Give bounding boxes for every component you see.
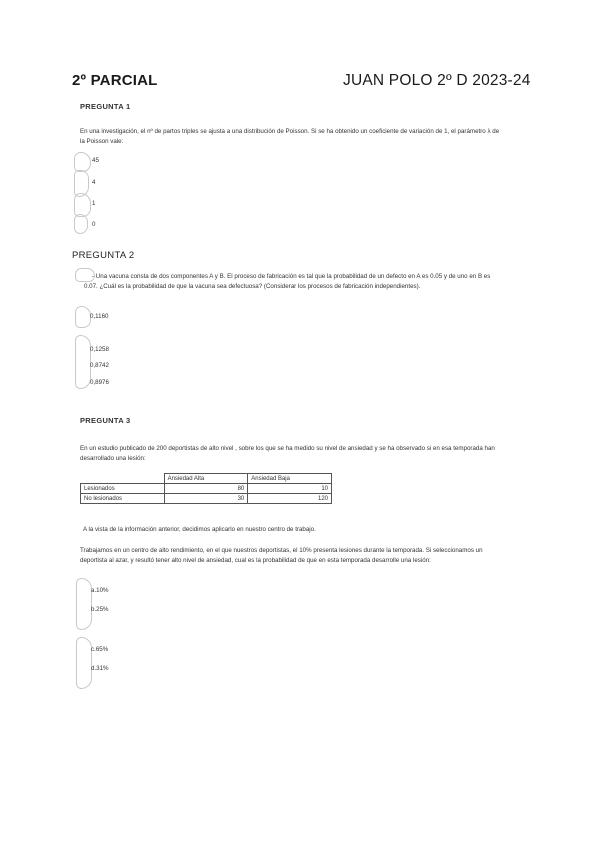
contingency-table (80, 473, 332, 504)
question-2-heading: PREGUNTA 2 (72, 250, 135, 261)
table-row (81, 484, 332, 494)
question-1-heading: PREGUNTA 1 (80, 102, 131, 111)
question-3-option[interactable]: d.31% (91, 665, 109, 672)
question-1-text-line1: En una investigación, el nº de partos triples se ajusta a una distribución de Poisson. Si se ha obtenido un coeficiente de variación de 1, el parámetro λ de (80, 128, 500, 135)
document-author: JUAN POLO 2º D 2023-24 (343, 72, 531, 89)
question-3-heading: PREGUNTA 3 (80, 416, 131, 425)
question-1-option[interactable]: 1 (92, 200, 96, 207)
table-cell: Lesionados (81, 484, 165, 494)
question-2-text-line1: - Una vacuna consta de dos componentes A y B. El proceso de fabricación es tal que la probabilidad de un defecto en A es 0.05 y de uno en B es (92, 273, 491, 280)
document-title: 2º PARCIAL (72, 72, 158, 89)
table-header-row (81, 474, 332, 484)
option-bubble[interactable] (74, 152, 91, 172)
question-1-option[interactable]: 45 (92, 157, 99, 164)
question-2-option[interactable]: 0,8976 (90, 379, 109, 386)
question-3-question-line2: deportista al azar, y resultó tener alto nivel de ansiedad, cual es la probabilidad de que en esta temporada desarrolle una lesión: (80, 557, 431, 564)
question-1-text-line2: la Poisson vale: (80, 138, 124, 145)
question-2-text-line2: 0.07. ¿Cuál es la probabilidad de que la vacuna sea defectuosa? (Considerar los procesos de fabricación independientes). (84, 283, 421, 290)
table-cell: 30 (164, 494, 248, 504)
question-3-note: A la vista de la información anterior, decidimos aplicarlo en nuestro centro de trabajo. (83, 526, 316, 533)
table-cell: 120 (248, 494, 332, 504)
option-bubble-group[interactable] (76, 637, 92, 689)
question-3-text-line1: En un estudio publicado de 200 deportistas de alto nivel , sobre los que se ha medido su nivel de ansiedad y se ha observado si en esa temporada han (80, 445, 495, 452)
table-cell: No lesionados (81, 494, 165, 504)
question-3-option[interactable]: b.25% (91, 606, 109, 613)
table-header-cell: Ansiedad Alta (164, 474, 248, 484)
table-row (81, 494, 332, 504)
table-cell: 10 (248, 484, 332, 494)
option-bubble-group[interactable] (75, 335, 91, 389)
option-bubble[interactable] (74, 193, 91, 217)
question-3-option[interactable]: a.10% (91, 587, 109, 594)
question-2-option[interactable]: 0,1160 (90, 313, 109, 320)
table-header-cell (81, 474, 165, 484)
question-3-option[interactable]: c.65% (91, 646, 109, 653)
question-2-option[interactable]: 0,1258 (90, 346, 109, 353)
question-3-text-line2: desarrollado una lesión: (80, 455, 146, 462)
table-header-cell: Ansiedad Baja (248, 474, 332, 484)
option-bubble-group[interactable] (76, 578, 92, 630)
question-1-option[interactable]: 4 (92, 179, 96, 186)
question-3-question-line1: Trabajamos en un centro de alto rendimiento, en el que nuestros deportistas, el 10% presenta lesiones durante la temporada. Si seleccionamos un (80, 547, 483, 554)
option-bubble[interactable] (74, 214, 88, 234)
option-bubble[interactable] (75, 306, 91, 328)
question-1-option[interactable]: 0 (92, 221, 96, 228)
question-2-option[interactable]: 0,8742 (90, 362, 109, 369)
table-cell: 80 (164, 484, 248, 494)
